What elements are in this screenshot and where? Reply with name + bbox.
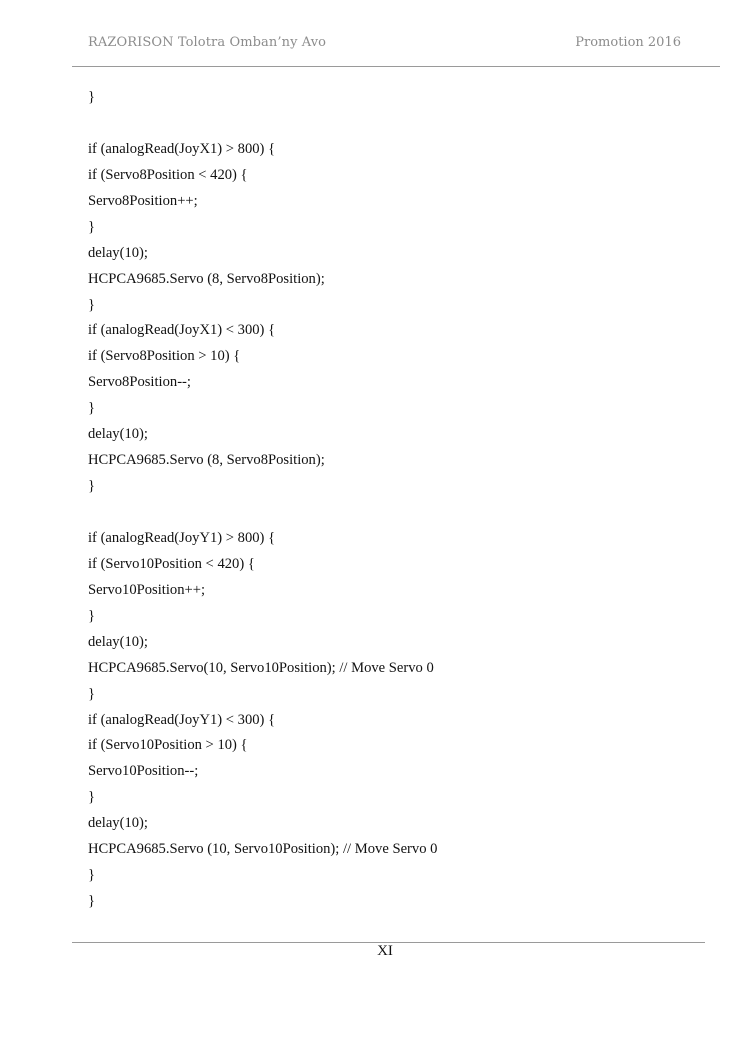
code-line: HCPCA9685.Servo(10, Servo10Position); // Move Servo 0 — [88, 659, 434, 676]
code-line: } — [88, 478, 96, 495]
code-line: } — [88, 218, 96, 235]
code-line: } — [88, 89, 96, 105]
code-line: if (Servo10Position < 420) { — [88, 555, 255, 572]
code-line: } — [88, 867, 96, 884]
code-line: Servo10Position--; — [88, 763, 199, 780]
code-line — [88, 111, 708, 137]
code-line: } — [88, 296, 96, 313]
code-line: } — [88, 400, 96, 417]
code-listing — [88, 85, 708, 915]
code-line: } — [88, 789, 96, 806]
code-line: if (analogRead(JoyY1) > 800) { — [88, 529, 276, 546]
code-line: if (analogRead(JoyX1) < 300) { — [88, 322, 276, 339]
code-line: } — [88, 607, 96, 624]
code-line: } — [88, 893, 96, 910]
code-line: if (Servo8Position < 420) { — [88, 166, 248, 183]
code-line: } — [88, 685, 96, 702]
header-divider — [72, 66, 720, 67]
header-author: RAZORISON Tolotra Omban’ny Avo — [88, 35, 327, 50]
code-line: delay(10); — [88, 633, 148, 650]
code-line: if (analogRead(JoyX1) > 800) { — [88, 140, 276, 157]
code-line: if (Servo8Position > 10) { — [88, 348, 241, 365]
code-line: Servo8Position--; — [88, 374, 191, 391]
code-line: HCPCA9685.Servo (10, Servo10Position); // Move Servo 0 — [88, 841, 438, 858]
header-promotion: Promotion 2016 — [575, 35, 681, 50]
code-line: if (Servo10Position > 10) { — [88, 737, 248, 754]
code-line: delay(10); — [88, 815, 148, 832]
code-line: Servo8Position++; — [88, 192, 198, 209]
code-line: Servo10Position++; — [88, 581, 206, 598]
page-header — [0, 0, 745, 68]
code-line: HCPCA9685.Servo (8, Servo8Position); — [88, 270, 325, 287]
page-number: XI — [377, 943, 393, 959]
code-line: delay(10); — [88, 426, 148, 443]
code-line: HCPCA9685.Servo (8, Servo8Position); — [88, 452, 325, 469]
code-line: if (analogRead(JoyY1) < 300) { — [88, 711, 276, 728]
code-line: delay(10); — [88, 244, 148, 261]
code-line — [88, 500, 708, 526]
